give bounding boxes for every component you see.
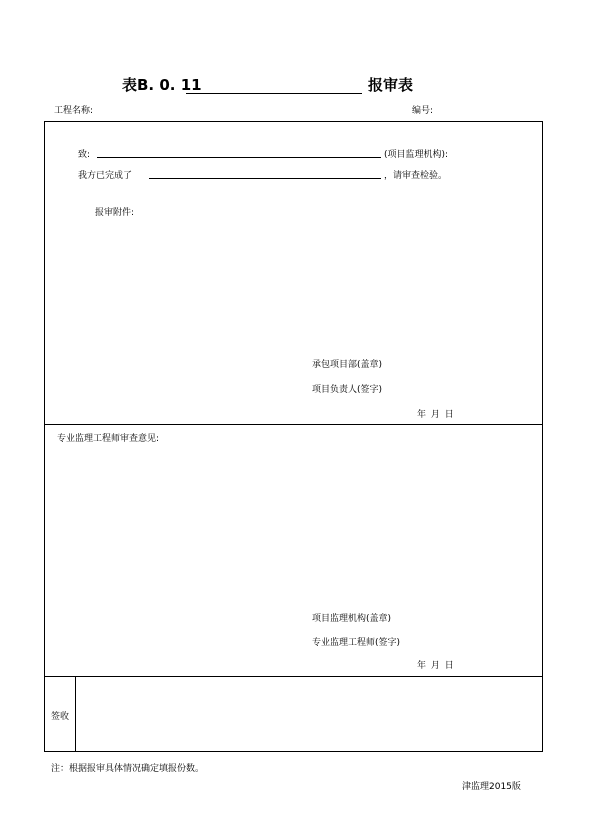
section-divider-2: [44, 676, 543, 677]
to-label: 致:: [78, 150, 91, 160]
supervision-stamp-label: 项目监理机构(盖章): [312, 614, 392, 624]
number-label: 编号:: [412, 106, 434, 116]
receipt-label: 签收: [51, 712, 70, 722]
footer-note: 注：根据报审具体情况确定填报份数。: [51, 764, 205, 774]
completed-blank-line[interactable]: [149, 178, 381, 179]
contractor-stamp-label: 承包项目部(盖章): [312, 360, 383, 370]
section2-date: 年 月 日: [417, 661, 454, 671]
form-title-prefix: 表B. 0. 11: [122, 76, 202, 94]
engineer-sign-label: 专业监理工程师(签字): [312, 638, 401, 648]
project-name-label: 工程名称:: [54, 106, 94, 116]
section1-date: 年 月 日: [417, 410, 454, 420]
edition-label: 津监理2015版: [462, 782, 521, 792]
completed-suffix: ，请审查检验。: [384, 171, 448, 181]
form-title-suffix: 报审表: [368, 76, 414, 94]
attachments-label: 报审附件:: [95, 208, 135, 218]
project-manager-sign-label: 项目负责人(签字): [312, 385, 383, 395]
completed-prefix: 我方已完成了: [78, 171, 133, 181]
form-title-blank-line: [186, 93, 362, 94]
receipt-column-divider: [75, 676, 76, 752]
org-label: (项目监理机构):: [384, 150, 449, 160]
to-blank-line[interactable]: [97, 157, 381, 158]
engineer-opinion-label: 专业监理工程师审查意见:: [57, 434, 160, 444]
section-divider-1: [44, 424, 543, 425]
